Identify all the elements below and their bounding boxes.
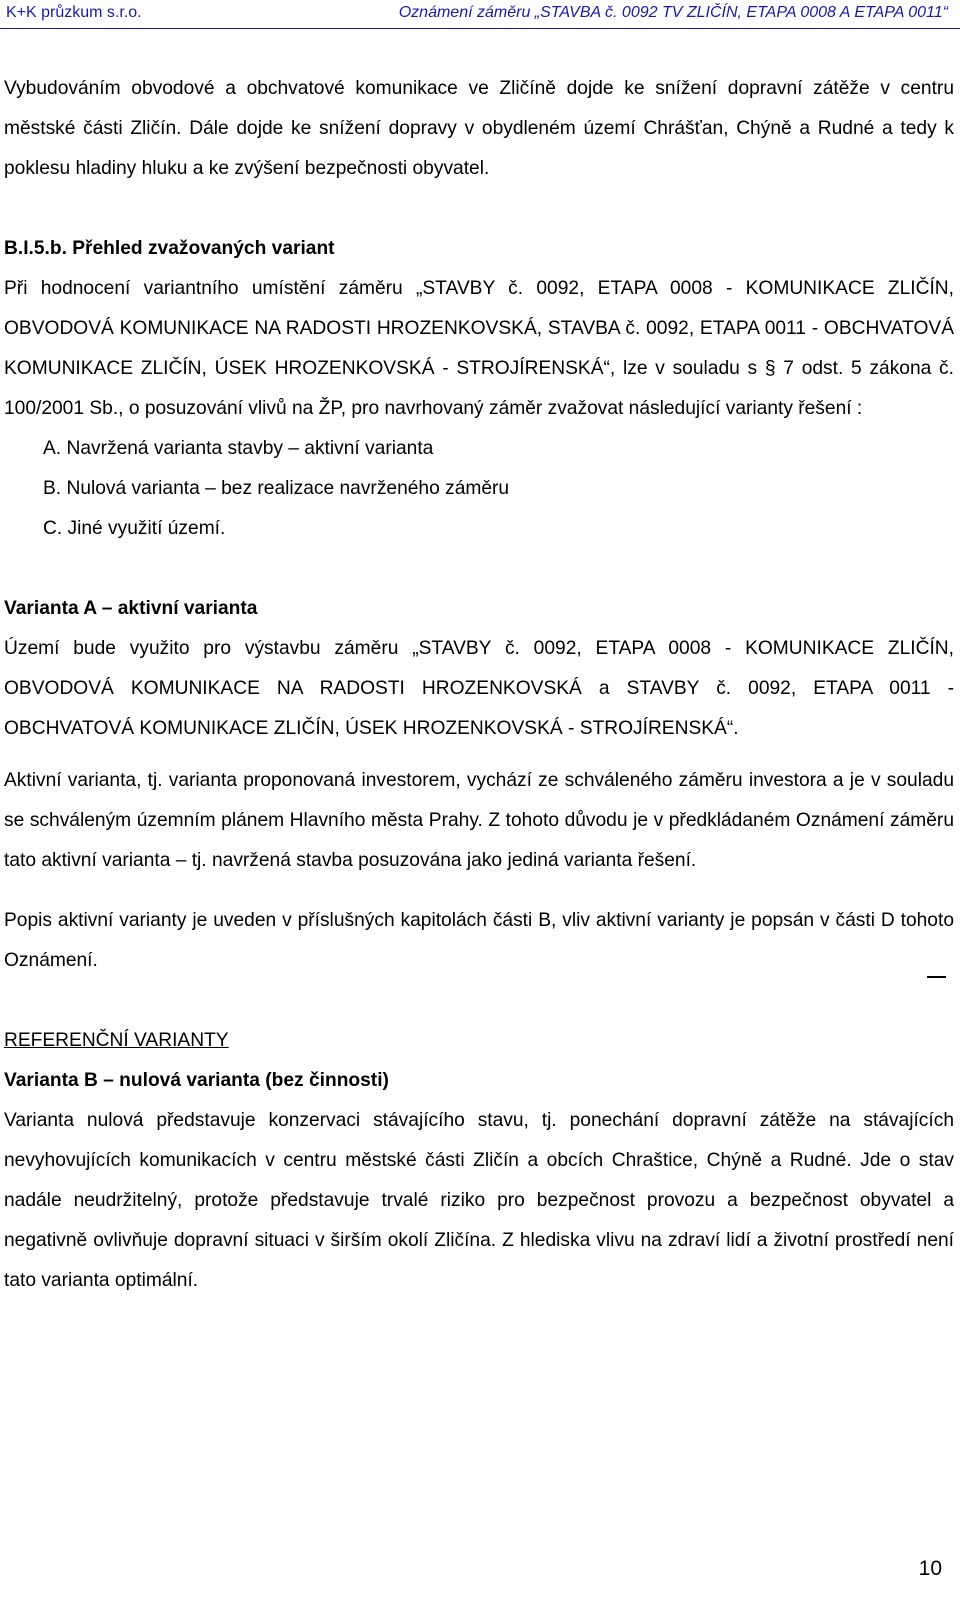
variant-b-paragraph: Varianta nulová představuje konzervaci stávajícího stavu, tj. ponechání dopravní zátěže na stávajících nevyhovujících komunikacích v centru městské části Zličín a obcích Chraštice, Chýně a Rudné. Jde o stav nadále neudržitelný, protože představuje trvalé riziko pro bezpečnost provozu a bezpečnost obyvatel a negativně ovlivňuje dopravní situaci v širším okolí Zličína. Z hlediska vlivu na zdraví lidí a životní prostředí není tato varianta optimální.	[4, 1110, 954, 1291]
page-number: 10	[918, 1557, 942, 1580]
intro-paragraph: Vybudováním obvodové a obchvatové komunikace ve Zličíně dojde ke snížení dopravní zátěže v centru městské části Zličín. Dále dojde ke snížení dopravy v obydleném území Chrášťan, Chýně a Rudné a tedy k poklesu hladiny hluku a ke zvýšení bezpečnosti obyvatel.	[4, 78, 954, 179]
active-variant-paragraph: Aktivní varianta, tj. varianta proponovaná investorem, vychází ze schváleného záměru investora a je v souladu se schváleným územním plánem Hlavního města Prahy. Z tohoto důvodu je v předkládaném Oznámení záměru tato aktivní varianta – tj. navržená stavba posuzována jako jediná varianta řešení.	[4, 770, 954, 871]
variant-b-heading: Varianta B – nulová varianta (bez činnosti)	[4, 1070, 389, 1091]
margin-dash	[927, 976, 946, 978]
section-heading: B.I.5.b. Přehled zvažovaných variant	[4, 238, 335, 259]
variant-options-list	[4, 429, 954, 549]
header-rule	[0, 28, 960, 29]
description-paragraph: Popis aktivní varianty je uveden v příslušných kapitolách části B, vliv aktivní varianty je popsán v části D tohoto Oznámení.	[4, 910, 954, 971]
header-company: K+K průzkum s.r.o.	[6, 4, 142, 21]
option-b: B. Nulová varianta – bez realizace navrženého záměru	[43, 478, 510, 499]
variant-a-heading: Varianta A – aktivní varianta	[4, 598, 258, 619]
option-a: A. Navržená varianta stavby – aktivní varianta	[43, 438, 434, 459]
reference-variants-heading: REFERENČNÍ VARIANTY	[4, 1030, 229, 1051]
option-c: C. Jiné využití území.	[43, 518, 226, 539]
section-paragraph: Při hodnocení variantního umístění záměru „STAVBY č. 0092, ETAPA 0008 - KOMUNIKACE ZLIČÍN, OBVODOVÁ KOMUNIKACE NA RADOSTI HROZENKOVSKÁ, STAVBA č. 0092, ETAPA 0011 - OBCHVATOVÁ KOMUNIKACE ZLIČÍN, ÚSEK HROZENKOVSKÁ - STROJÍRENSKÁ“, lze v souladu s § 7 odst. 5 zákona č. 100/2001 Sb., o posuzování vlivů na ŽP, pro navrhovaný záměr zvažovat následující varianty řešení :	[4, 278, 954, 419]
variant-a-paragraph: Území bude využito pro výstavbu záměru „STAVBY č. 0092, ETAPA 0008 - KOMUNIKACE ZLIČÍN, OBVODOVÁ KOMUNIKACE NA RADOSTI HROZENKOVSKÁ a STAVBY č. 0092, ETAPA 0011 - OBCHVATOVÁ KOMUNIKACE ZLIČÍN, ÚSEK HROZENKOVSKÁ - STROJÍRENSKÁ“.	[4, 638, 954, 739]
page-header	[0, 0, 960, 28]
header-document-title: Oznámení záměru „STAVBA č. 0092 TV ZLIČÍN, ETAPA 0008 A ETAPA 0011“	[398, 4, 948, 21]
document-body	[4, 69, 954, 1301]
